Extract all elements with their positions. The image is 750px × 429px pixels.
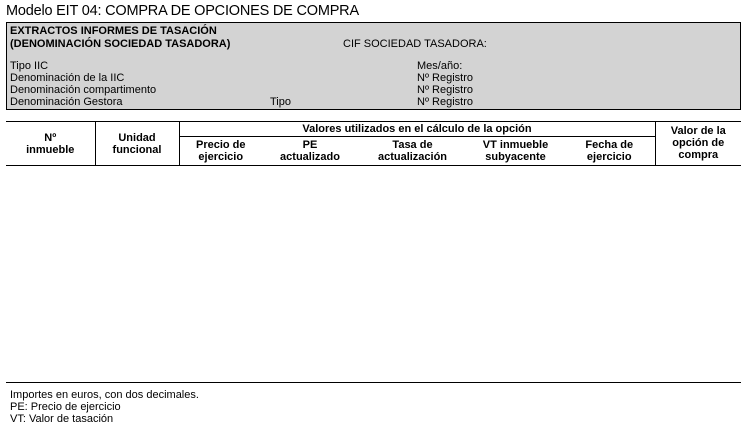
header-vt-inmueble: VT inmueble subyacente xyxy=(467,137,564,166)
bottom-divider xyxy=(6,382,741,383)
header-fecha-ejercicio: Fecha de ejercicio xyxy=(564,137,655,166)
denominacion-compartimento-label: Denominación compartimento xyxy=(10,84,157,96)
cif-label: CIF SOCIEDAD TASADORA: xyxy=(343,38,487,50)
header-valor-opcion: Valor de la opción de compra xyxy=(655,122,741,166)
denominacion-iic-label: Denominación de la IIC xyxy=(10,72,125,84)
header-box xyxy=(6,22,741,110)
heading-line-2: (DENOMINACIÓN SOCIEDAD TASADORA) xyxy=(10,38,231,50)
header-precio-ejercicio: Precio de ejercicio xyxy=(179,137,262,166)
tipo-iic-label: Tipo IIC xyxy=(10,60,49,72)
denominacion-gestora-label: Denominación Gestora xyxy=(10,96,123,108)
note-vt: VT: Valor de tasación xyxy=(10,413,114,425)
header-unidad-funcional: Unidad funcional xyxy=(95,122,179,166)
header-pe-actualizado: PE actualizado xyxy=(262,137,358,166)
header-n-inmueble: Nº inmueble xyxy=(6,122,95,166)
opciones-table xyxy=(6,121,741,166)
note-importes: Importes en euros, con dos decimales. xyxy=(10,389,199,401)
registro-label-3: Nº Registro xyxy=(417,96,473,108)
header-valores-group: Valores utilizados en el cálculo de la opción xyxy=(179,122,655,137)
registro-label-2: Nº Registro xyxy=(417,84,473,96)
heading-line-1: EXTRACTOS INFORMES DE TASACIÓN xyxy=(10,25,217,37)
mes-ano-label: Mes/año: xyxy=(417,60,463,72)
registro-label-1: Nº Registro xyxy=(417,72,473,84)
header-tasa-actualizacion: Tasa de actualización xyxy=(358,137,467,166)
note-pe: PE: Precio de ejercicio xyxy=(10,401,121,413)
tipo-label: Tipo xyxy=(270,96,291,108)
page-title: Modelo EIT 04: COMPRA DE OPCIONES DE COMPRA xyxy=(6,3,359,19)
